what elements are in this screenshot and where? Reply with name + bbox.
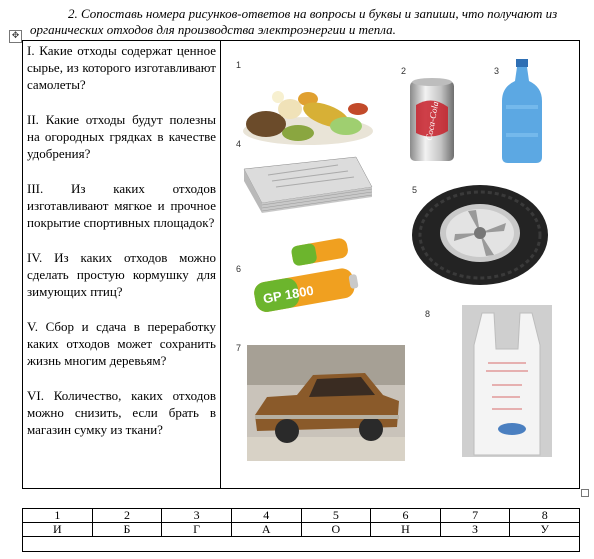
answer-letter-cell: Н [371,523,441,537]
answer-letters-row [23,523,580,537]
answer-input-cell[interactable] [23,537,580,552]
question-3: III. Из каких отходов изготавливают мягкое и прочное покрытие спортивных площадок? [27,181,216,230]
picture-number-8: 8 [425,309,431,319]
answer-letter-cell: З [440,523,510,537]
can-label: Coca-Cola [423,100,441,142]
picture-number-4: 4 [236,139,242,149]
picture-number-7: 7 [236,343,242,353]
answer-number-cell: 1 [23,509,93,523]
answer-letter-cell: Г [162,523,232,537]
picture-number-3: 3 [494,66,500,76]
rusty-car-icon [247,345,405,461]
answer-letter-cell: И [23,523,93,537]
answer-table [22,508,580,552]
plastic-bottle-icon [498,57,546,165]
questions-table [22,40,580,489]
tire-icon [410,181,550,287]
answer-blank-row [23,537,580,552]
answer-number-cell: 8 [510,509,580,523]
pictures-area [222,41,579,488]
question-2: II. Какие отходы будут полезны на огородных грядках в качестве удобрения? [27,112,216,161]
answer-letter-cell: У [510,523,580,537]
picture-number-5: 5 [412,185,418,195]
question-1: I. Какие отходы содержат ценное сырье, из которого изготавливают самолеты? [27,43,216,92]
food-waste-icon [238,69,378,149]
questions-column [23,41,221,488]
question-5: V. Сбор и сдача в переработку каких отходов может сохранить жизнь многим деревьям? [27,319,216,368]
plastic-bag-icon [462,305,552,457]
table-resize-handle-icon[interactable] [581,489,589,497]
answer-number-cell: 2 [92,509,162,523]
question-4: IV. Из каких отходов можно сделать простую кормушку для зимующих птиц? [27,250,216,299]
answer-number-cell: 7 [440,509,510,523]
answer-letter-cell: Б [92,523,162,537]
answer-numbers-row [23,509,580,523]
task-instruction: 2. Сопоставь номера рисунков-ответов на вопросы и буквы и запиши, что получают из органических отходов для производства электроэнергии и тепла. [30,6,558,37]
picture-number-1: 1 [236,60,242,70]
question-6: VI. Количество, каких отходов можно снизить, если брать в магазин сумку из ткани? [27,388,216,437]
answer-number-cell: 6 [371,509,441,523]
answer-letter-cell: А [231,523,301,537]
answer-number-cell: 4 [231,509,301,523]
soda-can-icon [406,75,458,165]
answer-number-cell: 3 [162,509,232,523]
picture-number-2: 2 [401,66,407,76]
answer-letter-cell: О [301,523,371,537]
battery-label: GP 1800 [261,282,315,307]
newspapers-icon [238,151,376,217]
answer-number-cell: 5 [301,509,371,523]
picture-number-6: 6 [236,264,242,274]
batteries-icon [244,237,364,321]
table-move-handle-icon[interactable]: ✥ [9,30,22,43]
